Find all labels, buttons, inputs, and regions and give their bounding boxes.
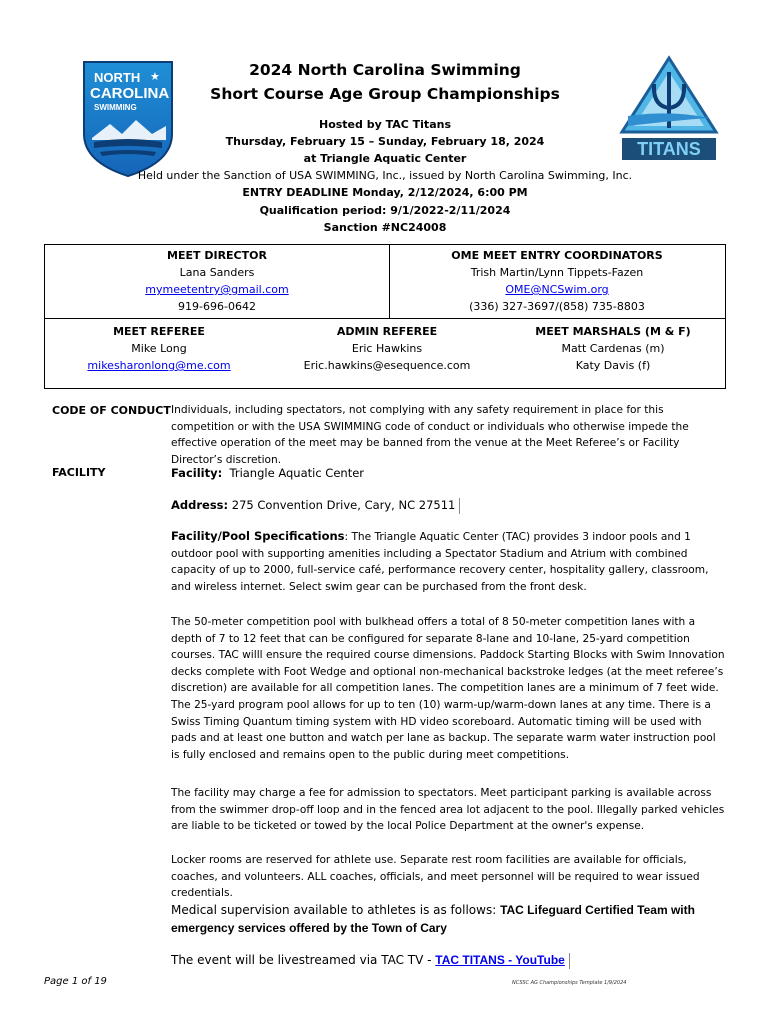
youtube-link[interactable]: TAC TITANS - YouTube (435, 953, 565, 967)
hosted-by: Hosted by TAC Titans (318, 118, 451, 131)
entry-coordinators-email-link[interactable]: OME@NCSwim.org (505, 283, 609, 296)
meet-marshals-cell: MEET MARSHALS (M & F) Matt Cardenas (m) Katy Davis (f) (535, 325, 691, 372)
sanction-note: Held under the Sanction of USA SWIMMING, Inc., issued by North Carolina Swimming, Inc. (137, 169, 633, 182)
contacts-table (44, 244, 726, 389)
svg-text:CAROLINA: CAROLINA (90, 85, 170, 102)
pool-specifications: Facility/Pool Specifications: The Triangle Aquatic Center (TAC) provides 3 indoor pools and 1 outdoor pool with supporting amenities including a Spectator Stadium and Atrium with combined capacity of up to 2000, full-service café, performance recovery center, hospitality gallery, classroom, and wireless internet. Select swim gear can be purchased from the front desk. (171, 529, 709, 593)
meet-venue: at Triangle Aquatic Center (303, 152, 467, 165)
qualification-period: Qualification period: 9/1/2022-2/11/2024 (259, 204, 511, 217)
facility-line: Facility: Triangle Aquatic Center (171, 466, 365, 480)
meet-director-email-link[interactable]: mymeetentry@gmail.com (145, 283, 289, 296)
address-line: Address: 275 Convention Drive, Cary, NC 27511 (171, 497, 727, 514)
sanction-number: Sanction #NC24008 (323, 221, 447, 234)
template-note: NCSSC AG Championships Template 1/9/2024 (512, 980, 627, 986)
meet-referee-cell: MEET REFEREE Mike Long mikesharonlong@me.com (87, 325, 231, 372)
meet-dates: Thursday, February 15 – Sunday, February 18, 2024 (225, 135, 545, 148)
svg-text:SWIMMING: SWIMMING (94, 103, 137, 112)
page-number: Page 1 of 19 (44, 976, 107, 987)
medical-supervision: Medical supervision available to athletes is as follows: TAC Lifeguard Certified Team with emergency services offered by the Town of Cary (171, 903, 695, 935)
meet-referee-email-link[interactable]: mikesharonlong@me.com (87, 359, 231, 372)
livestream-line: The event will be livestreamed via TAC TV - TAC TITANS - YouTube (171, 951, 727, 969)
entry-deadline: ENTRY DEADLINE Monday, 2/12/2024, 6:00 PM (242, 186, 528, 199)
meet-title (0, 58, 770, 106)
svg-text:★: ★ (150, 70, 160, 83)
entry-coordinators-cell: OME MEET ENTRY COORDINATORS Trish Martin/Lynn Tippets-Fazen OME@NCSwim.org (336) 327-3697/(858) 735-8803 (451, 249, 663, 313)
competition-pool-text: The 50-meter competition pool with bulkhead offers a total of 8 50-meter competition lanes with a depth of 7 to 12 feet that can be configured for separate 8-lane and 10-lane, 25-yard competition courses. TAC willl ensure the required course dimensions. Paddock Starting Blocks with Swim Innovation decks complete with Foot Wedge and optional non-mechanical backstroke ledges (at the meet referee’s discretion) are available for all competition lanes. The competition lanes are a minimum of 7 feet wide. The 25-yard program pool allows for up to ten (10) warm-up/warm-down lanes at any time. There is a Swiss Timing Quantum timing system with HD video scoreboard. Automatic timing will be used with pads and at least one button and watch per lane as backup. The separate warm water instruction pool is fully enclosed and remains open to the public during meet competitions. (171, 616, 725, 761)
svg-text:NORTH: NORTH (94, 70, 141, 85)
title-line-2: Short Course Age Group Championships (210, 85, 560, 103)
meet-director-cell: MEET DIRECTOR Lana Sanders mymeetentry@gmail.com 919-696-0642 (145, 249, 289, 313)
svg-text:TITANS: TITANS (637, 139, 701, 159)
spectator-parking-text: The facility may charge a fee for admission to spectators. Meet participant parking is available across from the swimmer drop-off loop and in the fenced area lot adjacent to the pool. Illegally parked vehicles are liable to be ticketed or towed by the local Police Department at the owner's expense. (171, 787, 725, 833)
locker-rooms-text: Locker rooms are reserved for athlete use. Separate rest room facilities are available for officials, coaches, and volunteers. ALL coaches, officials, and meet personnel will be required to wear issued credentials. (171, 854, 700, 900)
admin-referee-cell: ADMIN REFEREE Eric Hawkins Eric.hawkins@esequence.com (303, 325, 471, 372)
facility-label: FACILITY (52, 466, 106, 479)
code-of-conduct-text: Individuals, including spectators, not complying with any safety requirement in place for this competition or with the USA SWIMMING code of conduct or individuals who otherwise impede the effective operation of the meet may be banned from the venue at the Meet Referee’s or Facility Director’s discretion. (171, 404, 689, 466)
title-line-1: 2024 North Carolina Swimming (249, 61, 521, 79)
code-of-conduct-label: CODE OF CONDUCT (52, 404, 171, 417)
